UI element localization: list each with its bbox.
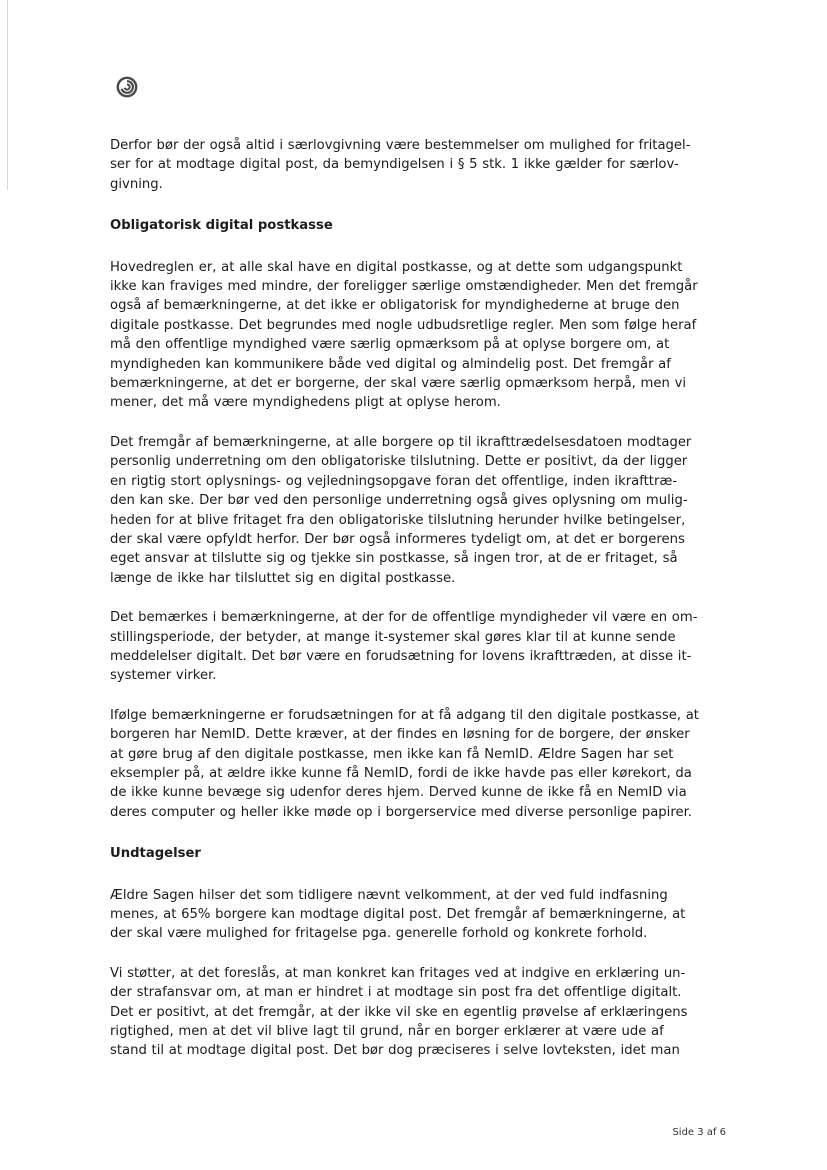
left-margin-line — [7, 0, 8, 190]
paragraph-transition-period: Det bemærkes i bemærkningerne, at der for de offentlige myndigheder vil være en om- stillingsperiode, der betyder, at mange it-systemer skal gøres klar til at kunne sende meddelelser digitalt. Det bør være en forudsætning for lovens ikrafttræden, at disse it- systemer virker. — [110, 610, 698, 684]
section-heading-exceptions: Undtagelser — [110, 846, 201, 862]
paragraph-main-rule: Hovedreglen er, at alle skal have en digital postkasse, og at dette som udgangspunkt ikke kan fraviges med mindre, der foreligger særlige omstændigheder. Men det fremgår også af bemærkningerne, at det ikke er obligatorisk for myndighederne at bruge den digitale postkasse. Det begrundes med nogle udbudsretlige regler. Men som følge heraf må den offentlige myndighed være særlig opmærksom på at oplyse borgere om, at myndigheden kan kommunikere både ved digital og almindelig post. Det fremgår af bemærkningerne, at det er borgerne, der skal være særlig opmærksom herpå, men vi mener, det må være myndighedens pligt at oplyse herom. — [110, 259, 698, 411]
section-heading-mandatory-mailbox: Obligatorisk digital postkasse — [110, 218, 333, 234]
spiral-logo-icon — [116, 76, 138, 98]
paragraph-declaration: Vi støtter, at det foreslås, at man konkret kan fritages ved at indgive en erklæring un- der strafansvar om, at man er hindret i at modtage sin post fra det offentlige digitalt. Det er positivt, at det fremgår, at der ikke vil ske en egentlig prøvelse af erklæringens rigtighed, men at det vil blive lagt til grund, når en borger erklærer at være ude af stand til at modtage digital post. Det bør dog præciseres i selve lovteksten, idet man — [110, 965, 688, 1059]
paragraph-personal-notification: Det fremgår af bemærkningerne, at alle borgere op til ikrafttrædelsesdatoen modtager personlig underretning om den obligatoriske tilslutning. Dette er positivt, da der ligger en rigtig stort oplysnings- og vejledningsopgave foran det offentlige, inden ikrafttræ- den kan ske. Der bør ved den personlige underretning også gives oplysning om mulig- heden for at blive fritaget fra den obligatoriske tilslutning herunder hvilke betingelser, der skal være opfyldt herfor. Der bør også informeres tydeligt om, at det er borgerens eget ansvar at tilslutte sig og tjekke sin postkasse, så ingen tror, at de er fritaget, så længe de ikke har tilsluttet sig en digital postkasse. — [110, 434, 692, 586]
paragraph-nemid-requirement: Ifølge bemærkningerne er forudsætningen for at få adgang til den digitale postkasse, at borgeren har NemID. Dette kræver, at der findes en løsning for de borgere, der ønsker at gøre brug af den digitale postkasse, men ikke kan få NemID. Ældre Sagen har set eksempler på, at ældre ikke kunne få NemID, fordi de ikke havde pas eller kørekort, da de ikke kunne bevæge sig udenfor deres hjem. Derved kunne de ikke få en NemID via deres computer og heller ikke møde op i borgerservice med diverse personlige papirer. — [110, 707, 699, 820]
page-number: Side 3 af 6 — [672, 1127, 726, 1138]
paragraph-phase-in: Ældre Sagen hilser det som tidligere nævnt velkomment, at der ved fuld indfasning menes, at 65% borgere kan modtage digital post. Det fremgår af bemærkningerne, at der skal være mulighed for fritagelse pga. generelle forhold og konkrete forhold. — [110, 887, 686, 942]
document-body — [110, 136, 735, 1061]
paragraph-exemption-special-legislation: Derfor bør der også altid i særlovgivning være bestemmelser om mulighed for fritagel- ser for at modtage digital post, da bemyndigelsen i § 5 stk. 1 ikke gælder for særlov- givning. — [110, 138, 691, 192]
